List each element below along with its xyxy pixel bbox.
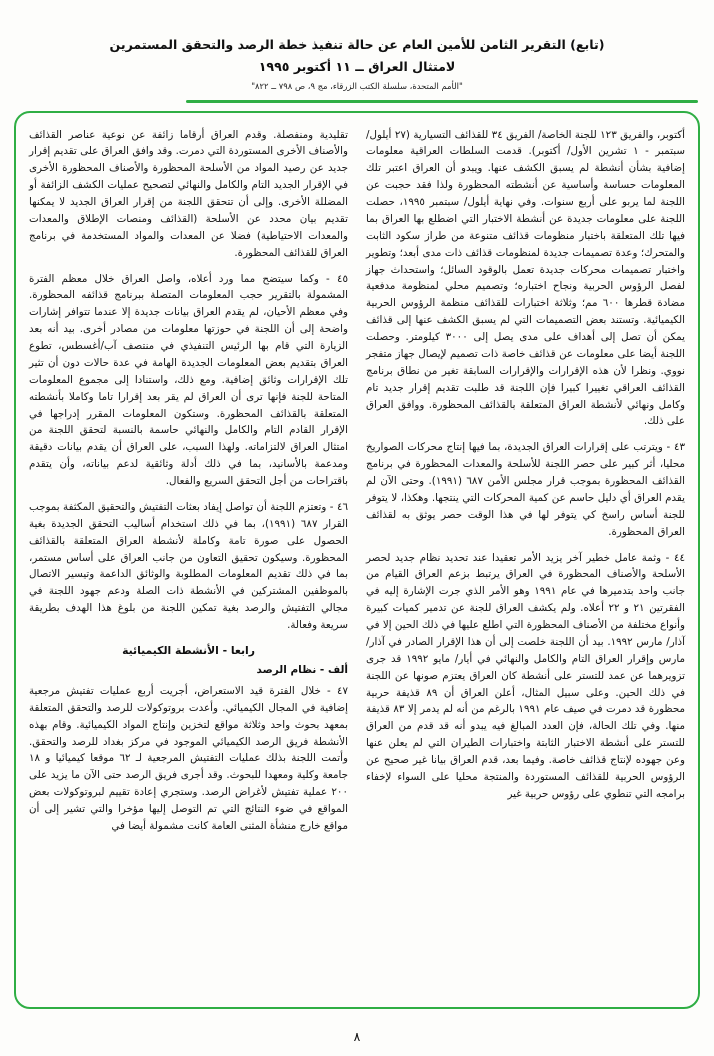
paragraph-continuation-left: تقليدية ومنفصلة. وقدم العراق أرقاما زائفة عن نوعية عناصر القذائف والأصناف الأخرى المستوردة التي دمرت. وقد وافق العراق على تقديم إقرار جديد عن رصيد المواد من الأسلحة المحظورة والأصناف المحظورة الأخرى في الإقرار الجديد التام والكامل والنهائي لتصحيح عمليات الكشف الزائفة أو المضللة الأخرى. وإلى أن تتحقق اللجنة من إقرار العراق الجديد لا يمكنها تقديم بيان محدد عن الأسلحة (القذائف ومنصات الإطلاق والمعدات والمعدات الاحتياطية) فضلا عن المعدات والمواد المستخدمة في برنامج العراق للقذائف المحظورة. — [29, 128, 348, 259]
paragraph-47: ٤٧ - خلال الفترة قيد الاستعراض، أجريت أربع عمليات تفتيش مرجعية إضافية في المجال الكيميائي. وأعدت بروتوكولات للرصد والتحقق المتعلقة بمعهد بحوث واحد وثلاثة مواقع لتخزين وإنتاج المواد الكيميائية. وقام بهذه الأنشطة فريق الرصد الكيميائي الموجود في مركز بغداد للرصد والتحقق. وأتمت اللجنة بذلك عمليات التفتيش المرجعية لـ ٦٢ موقعا كيميائيا و ١٨ جامعة وكلية ومعهدا للبحوث. وقد أجرى فريق الرصد حتى الآن ما يزيد على ٢٠٠ عملية تفتيش لأغراض الرصد. وستجري إعادة تقييم لبروتوكولات بعض المواقع في ضوء النتائج التي تم التوصل إليها مؤخرا والتي تشير إلى أن مواقع خارج منشأة المثنى العامة كانت مشمولة أيضا في — [29, 684, 348, 832]
source-citation: "الأمم المتحدة، سلسلة الكتب الزرقاء، مج ٩، ص ٧٩٨ ــ ٨٢٢" — [251, 81, 463, 92]
column-right — [366, 127, 685, 993]
two-column-body — [29, 127, 685, 993]
paragraph-43: ٤٣ - ويترتب على إقرارات العراق الجديدة، بما فيها إنتاج محركات الصواريخ محليا، أثر كبير على حصر اللجنة للأسلحة والمعدات المحظورة في برنامج القذائف المحظورة بموجب قرار مجلس الأمن ٦٨٧ (١٩٩١). وحتى الآن لم يقدم العراق أي دليل حاسم عن كمية المحركات التي ينتجها. وهكذا، لا يتوفر للجنة أساس راسخ كي يتوفر لها في هذا الوقت حصر يوثق به لقذائف العراق المحظورة. — [366, 441, 685, 538]
page-number: ٨ — [353, 1029, 361, 1044]
paragraph-44: ٤٤ - وثمة عامل خطير آخر يزيد الأمر تعقيدا عند تحديد نظام جديد لحصر الأسلحة والأصناف المحظورة في العراق يرتبط بزعم العراق القيام من جانب واحد بتدميرها في عام ١٩٩١ وهو الأمر الذي جرت الإشارة إليه في الفقرتين ٢١ و ٢٢ أعلاه. ولم يكشف العراق للجنة عن تدمير كميات كبيرة وأنواع مختلفة من الأصناف المحظورة التي اطلع عليها في ذلك الحين إلا في آذار/ مارس ١٩٩٢. بيد أن اللجنة خلصت إلى أن هذا الإقرار الصادر في آذار/ مارس وإقرار العراق التام والكامل والنهائي في أيار/ مايو ١٩٩٢ قد جرى تزويرهما عن عمد للتستر على أنشطة كان العراق يعتزم صونها عن اللجنة في ذلك الحين. وعلى سبيل المثال، أعلن العراق أن ٨٩ قذيفة حربية محظورة قد دمرت في صيف عام ١٩٩١ بالرغم من أنه لم يدمر إلا ٨٣ قذيفة منها. وفي تلك الحالة، فإن العدد المبالغ فيه يبدو أنه قد قدم من العراق للتستر على أنشطة الاختبار الثابتة واختبارات الطيران التي لم يعلن عنها وعن جهوده لإنتاج قذائف خاصة. وفيما بعد، قدم العراق بيانا غير صحيح عن الرؤوس الحربية للقذائف المستوردة والمنتجة محليا على السواء لإخفاء برامجه التي تنطوي على رؤوس حربية غير — [366, 551, 686, 800]
document-header — [0, 0, 714, 91]
paragraph-46: ٤٦ - وتعتزم اللجنة أن تواصل إيفاد بعثات التفتيش والتحقيق المكثفة بموجب القرار ٦٨٧ (١٩٩١)، بما في ذلك استخدام أساليب التحقق الجديدة بغية الحصول على صورة تامة وكاملة لأنشطة العراق المتعلقة بالقذائف المحظورة. وسيكون تحقيق التعاون من جانب العراق على أساس مستمر، بما في ذلك تقديم المعلومات المطلوبة والوثائق الداعمة وتيسير الاتصال بالموظفين المشتركين في الأنشطة ذات الصلة ودعم جهود اللجنة في مجالي التفتيش والرصد بغية تمكين اللجنة من بلوغ هذا الهدف بطريقة سريعة وفعالة. — [29, 500, 348, 632]
section-heading-chemical-activities: رابعا - الأنشطة الكيميائية — [122, 643, 255, 657]
report-title-line-2: لامتثال العراق ــ ١١ أكتوبر ١٩٩٥ — [258, 59, 456, 75]
content-frame — [14, 111, 700, 1009]
paragraph-45: ٤٥ - وكما سيتضح مما ورد أعلاه، واصل العراق خلال معظم الفترة المشمولة بالتقرير حجب المعلومات المتصلة ببرنامج قذائفه المحظورة. وفي معظم الأحيان، لم يقدم العراق بيانات جديدة إلا عندما تتوافر إشارات واضحة إلى أن اللجنة في حوزتها معلومات من مصادر أخرى. بيد أنه بعد الزيارة التي قام بها الرئيس التنفيذي في منتصف آب/أغسطس، تطوع العراق بتقديم بعض المعلومات الجديدة الهامة في عدة حالات دون أن تثير تلك الإقرارات وثائق إضافية. ومع ذلك، واستنادا إلى مجموع المعلومات المتاحة للجنة فإنها ترى أن العراق لم يقر بعد إقرارا تاما وكاملا بأنشطته المتعلقة بالقذائف المحظورة. وستكون المعلومات المقرر إدراجها في الإقرار القادم التام والكامل والنهائي حاسمة بالنسبة لتحقق اللجنة من امتثال العراق لالتزاماته. ولهذا السبب، على العراق أن يقدم بيانات دقيقة ومدعمة بالأسانيد، بما في ذلك أدلة وثائقية لدعم بياناته، وأن يتقدم باقتراحات من أجل التحقق السريع والفعال. — [29, 272, 348, 488]
subsection-heading-monitoring-system: ألف - نظام الرصد — [256, 663, 348, 676]
paragraph-continuation-right: أكتوبر، والفريق ١٢٣ للجنة الخاصة/ الفريق ٣٤ للقذائف التسيارية (٢٧ أيلول/ سبتمبر - ١ تشرين الأول/ أكتوبر). قدمت السلطات العراقية معلومات إضافية بشأن أنشطة لم يسبق الكشف عنها. ويبدو أن العراق اعتبر تلك المعلومات حساسة وأساسية عن أنشطته المحظورة ولذا فقد حجبت عن اللجنة لما يربو على أربع سنوات. وفي نهاية أيلول/ سبتمبر ١٩٩٥، حصلت اللجنة على معلومات جديدة عن أنشطة الاختبار التي اضطلع بها العراق بما فيها تلك المتعلقة باختبار منظومات قذائف متنوعة من طراز سكود الثابت والمتحرك؛ وعدة تصميمات جديدة لمنظومات قذائف ذات مدى أبعد؛ وتطوير واختبار تصميمات محركات جديدة تعمل بالوقود السائل؛ واستحداث جهاز لفصل الرؤوس الحربية ونجاح اختباره؛ وتصميم محلي لمنظومة مدفعية مضادة قطرها ٦٠٠ مم؛ وثلاثة اختبارات للقذائف منظمة الرؤوس الحربية الكيميائية. وتستند بعض التصميمات التي لم يسبق الكشف عنها إلى قذائف يمكن أن تصل إلى أهداف على مدى يصل إلى ٣٠٠٠ كيلومتر. وحصلت اللجنة أيضا على معلومات عن قذائف خاصة ذات تصميم لإيصال جهاز متفجر نووي. ونظرا لأن هذه الإقرارات والإقرارات السابقة تغير من نطاق برنامج القذائف العراقي تغييرا كبيرا فإن اللجنة قد طلبت تقديم إقرار جديد تام وكامل ونهائي لأنشطة العراق المتعلقة بالقذائف المحظورة. ووافق العراق على ذلك. — [366, 128, 686, 428]
report-title-line-1: (تابع) التقرير الثامن للأمين العام عن حالة تنفيذ خطة الرصد والتحقق المستمرين — [109, 37, 605, 52]
green-divider-line — [186, 100, 698, 103]
column-left — [29, 127, 348, 993]
